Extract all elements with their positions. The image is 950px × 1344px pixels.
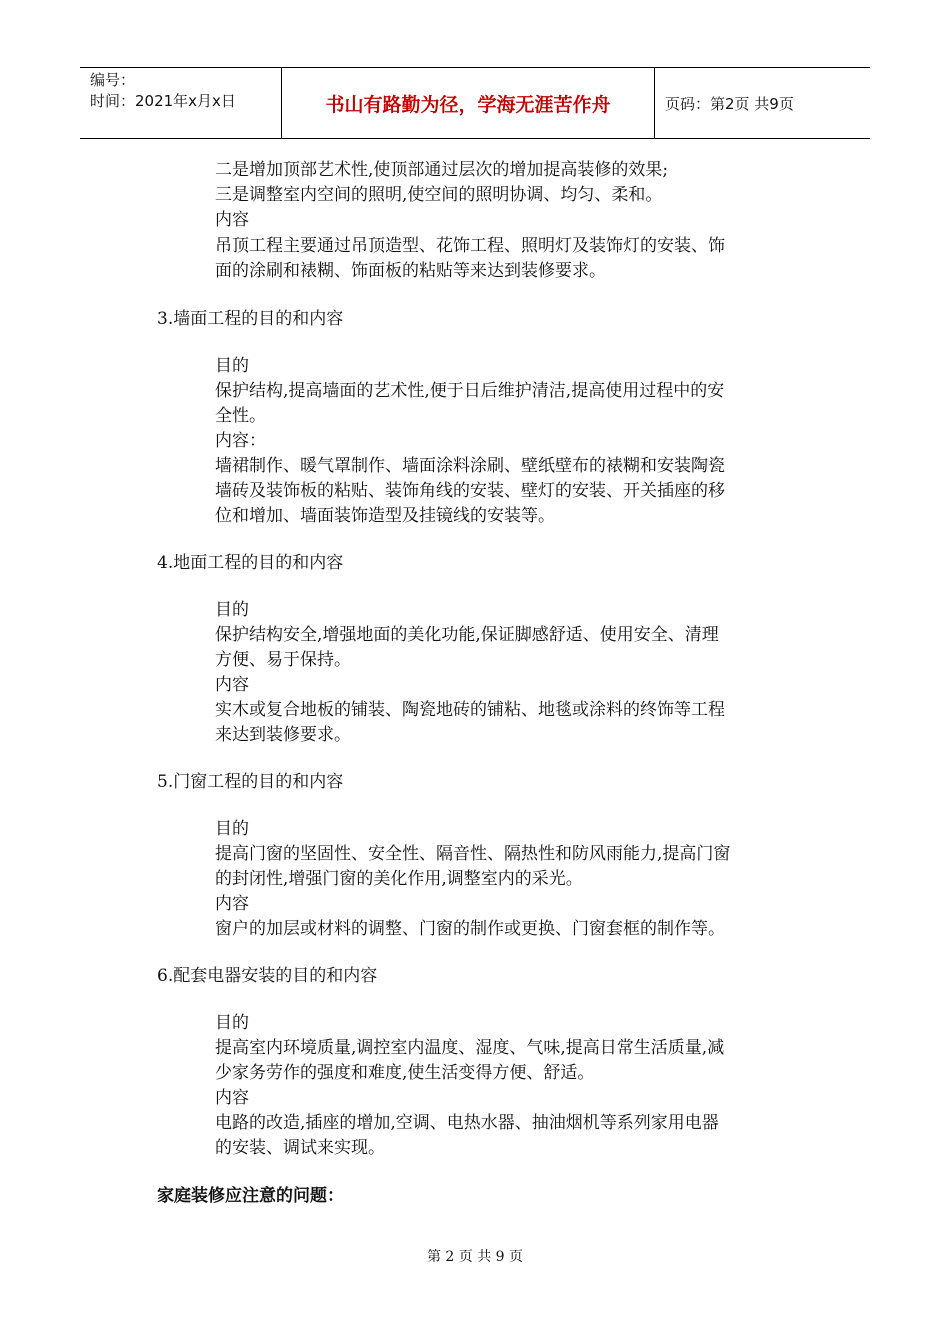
body-line: 内容 bbox=[215, 675, 249, 695]
body-line: 内容： bbox=[215, 431, 266, 451]
body-line: 提高门窗的坚固性、安全性、隔音性、隔热性和防风雨能力,提高门窗 bbox=[215, 844, 731, 864]
body-line: 吊顶工程主要通过吊顶造型、花饰工程、照明灯及装饰灯的安装、饰 bbox=[215, 236, 725, 256]
body-line: 目的 bbox=[215, 1013, 249, 1033]
body-line: 来达到装修要求。 bbox=[215, 725, 351, 745]
body-line: 目的 bbox=[215, 600, 249, 620]
body-line: 窗户的加层或材料的调整、门窗的制作或更换、门窗套框的制作等。 bbox=[215, 919, 725, 939]
body-line: 目的 bbox=[215, 356, 249, 376]
header-meta bbox=[80, 68, 282, 138]
body-line: 实木或复合地板的铺装、陶瓷地砖的铺粘、地毯或涂料的终饰等工程 bbox=[215, 700, 725, 720]
body-line: 的封闭性,增强门窗的美化作用,调整室内的采光。 bbox=[215, 869, 583, 889]
body-line: 面的涂刷和裱糊、饰面板的粘贴等来达到装修要求。 bbox=[215, 261, 606, 281]
section-heading: 5.门窗工程的目的和内容 bbox=[157, 772, 344, 792]
body-line: 内容 bbox=[215, 894, 249, 914]
page-footer: 第 2 页 共 9 页 bbox=[426, 1249, 524, 1265]
body-line: 内容 bbox=[215, 1088, 249, 1108]
body-line: 位和增加、墙面装饰造型及挂镜线的安装等。 bbox=[215, 506, 555, 526]
body-line: 电路的改造,插座的增加,空调、电热水器、抽油烟机等系列家用电器 bbox=[215, 1113, 719, 1133]
body-line: 内容 bbox=[215, 210, 249, 230]
body-line: 少家务劳作的强度和难度,使生活变得方便、舒适。 bbox=[215, 1063, 595, 1083]
body-line: 保护结构安全,增强地面的美化功能,保证脚感舒适、使用安全、清理 bbox=[215, 625, 719, 645]
header-motto: 书山有路勤为径，学海无涯苦作舟 bbox=[282, 68, 655, 138]
body-line: 二是增加顶部艺术性,使顶部通过层次的增加提高装修的效果; bbox=[215, 160, 669, 180]
page-header bbox=[80, 67, 870, 139]
body-line: 方便、易于保持。 bbox=[215, 650, 351, 670]
body-line: 提高室内环境质量,调控室内温度、湿度、气味,提高日常生活质量,减 bbox=[215, 1038, 725, 1058]
section-heading: 6.配套电器安装的目的和内容 bbox=[157, 966, 378, 986]
body-line: 墙砖及装饰板的粘贴、装饰角线的安装、壁灯的安装、开关插座的移 bbox=[215, 481, 725, 501]
body-line: 三是调整室内空间的照明,使空间的照明协调、均匀、柔和。 bbox=[215, 185, 663, 205]
notes-heading: 家庭装修应注意的问题： bbox=[157, 1186, 344, 1206]
section-heading: 3.墙面工程的目的和内容 bbox=[157, 309, 344, 329]
body-line: 保护结构,提高墙面的艺术性,便于日后维护清洁,提高使用过程中的安 bbox=[215, 381, 725, 401]
section-heading: 4.地面工程的目的和内容 bbox=[157, 553, 344, 573]
body-line: 墙裙制作、暖气罩制作、墙面涂料涂刷、壁纸壁布的裱糊和安装陶瓷 bbox=[215, 456, 725, 476]
body-line: 全性。 bbox=[215, 406, 266, 426]
document-number-label: 编号： bbox=[90, 71, 136, 89]
header-page-info: 页码：第2页 共9页 bbox=[665, 94, 794, 113]
body-line: 的安装、调试来实现。 bbox=[215, 1138, 385, 1158]
body-line: 目的 bbox=[215, 819, 249, 839]
document-time-label: 时间：2021年x月x日 bbox=[90, 92, 236, 110]
